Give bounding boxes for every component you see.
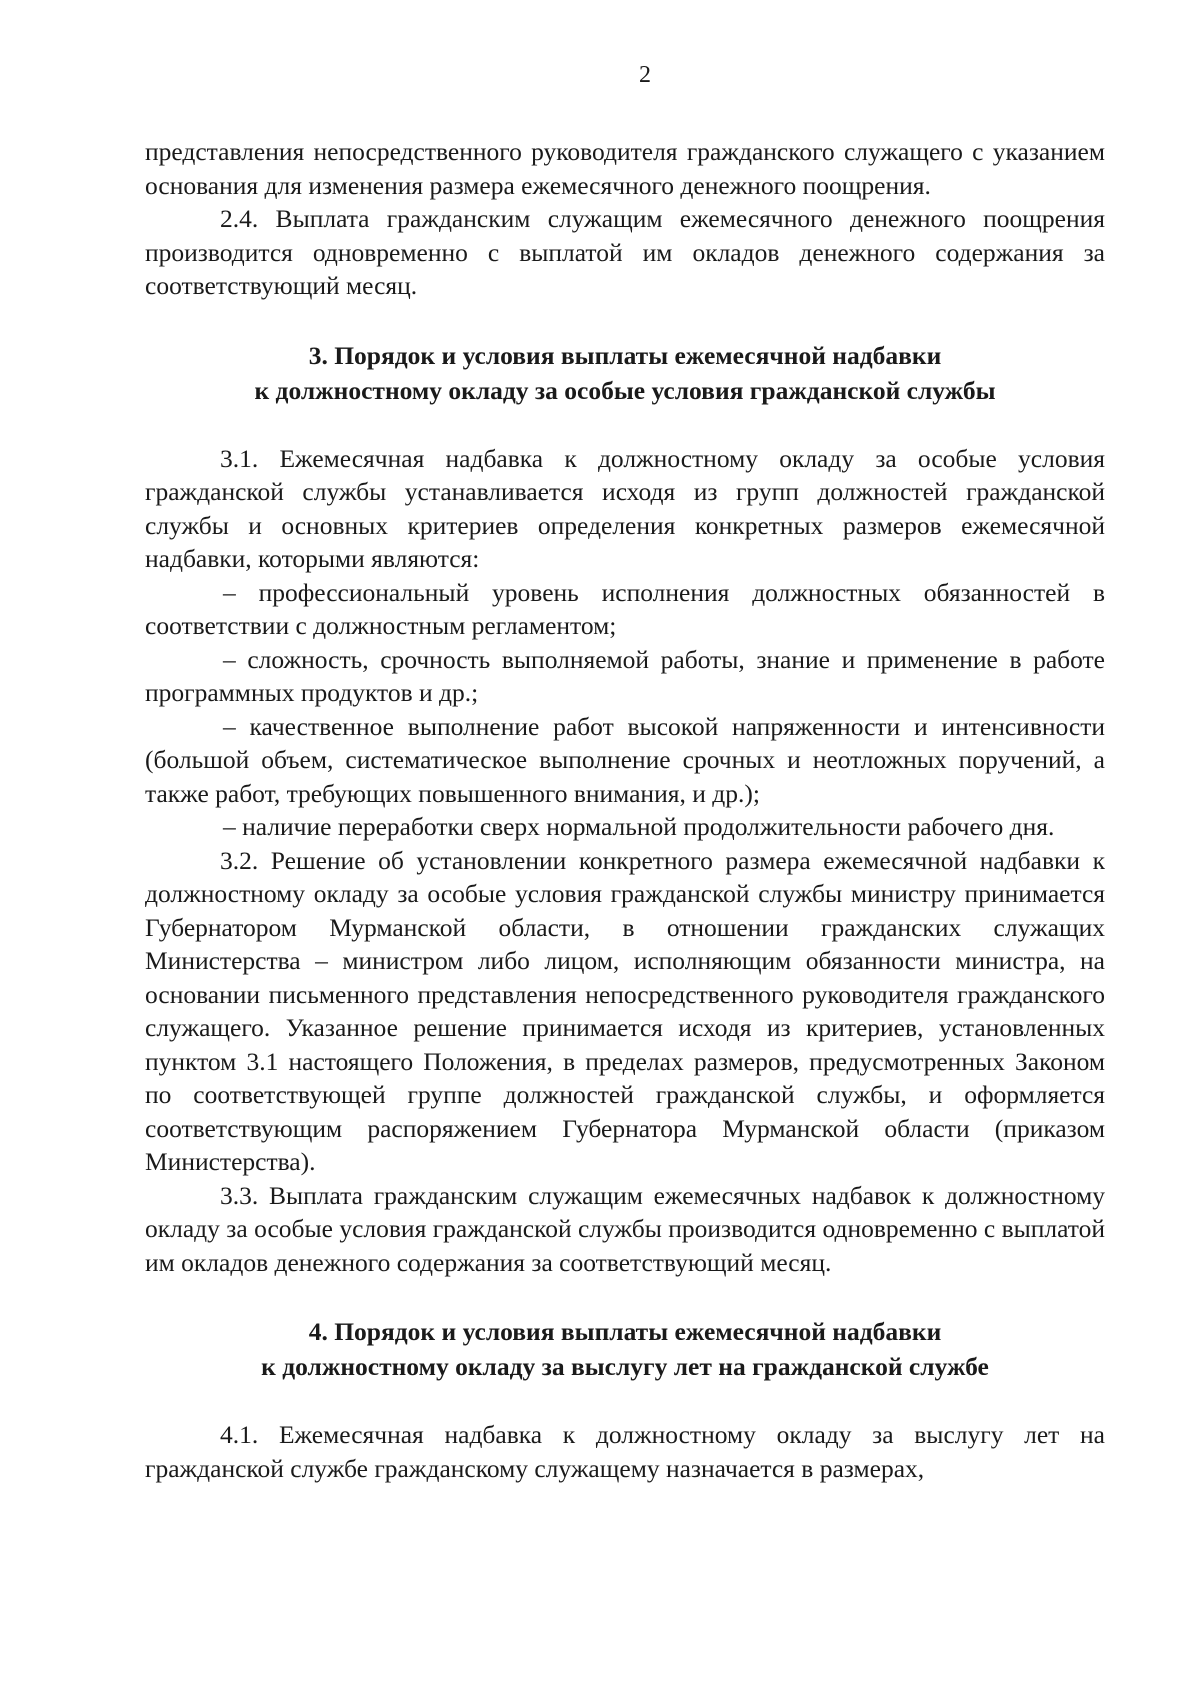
criteria-item: – качественное выполнение работ высокой напряженности и интенсивности (большой объем, систематическое выполнение срочных и неотложных поручений, а также работ, требующих повышенного внимания, и др.); [145,711,1105,808]
paragraph-3-3: 3.3. Выплата гражданским служащим ежемесячных надбавок к должностному окладу за особые условия гражданской службы производится одновременно с выплатой им окладов денежного содержания за соответствующий месяц. [145,1180,1105,1277]
criteria-item: – наличие переработки сверх нормальной продолжительности рабочего дня. [223,812,1055,841]
criteria-item: – сложность, срочность выполняемой работы, знание и применение в работе программных продуктов и др.; [145,644,1105,707]
section-4-heading-line-2: к должностному окладу за выслугу лет на гражданской службе [261,1352,989,1381]
page-number: 2 [639,62,651,88]
section-3-heading [145,338,1105,408]
section-4-heading [145,1314,1105,1384]
paragraph-4-1: 4.1. Ежемесячная надбавка к должностному окладу за выслугу лет на гражданской службе гражданскому служащему назначается в размерах, [145,1420,1105,1483]
paragraph-2-4: 2.4. Выплата гражданским служащим ежемесячного денежного поощрения производится одновременно с выплатой им окладов денежного содержания за соответствующий месяц. [145,204,1105,300]
paragraph-continuation: представления непосредственного руководителя гражданского служащего с указанием основания для изменения размера ежемесячного денежного поощрения. [145,137,1105,200]
paragraph-3-1: 3.1. Ежемесячная надбавка к должностному окладу за особые условия гражданской службы устанавливается исходя из групп должностей гражданской службы и основных критериев определения конкретных размеров ежемесячной надбавки, которыми являются: [145,443,1105,573]
criteria-item: – профессиональный уровень исполнения должностных обязанностей в соответствии с должностным регламентом; [145,577,1105,640]
paragraph-3-2: 3.2. Решение об установлении конкретного размера ежемесячной надбавки к должностному окладу за особые условия гражданской службы министру принимается Губернатором Мурманской области, в отношении гражданских служащих Министерства – министром либо лицом, исполняющим обязанности министра, на основании письменного представления непосредственного руководителя гражданского служащего. Указанное решение принимается исходя из критериев, установленных пунктом 3.1 настоящего Положения, в пределах размеров, предусмотренных Законом по соответствующей группе должностей гражданской службы, и оформляется соответствующим распоряжением Губернатора Мурманской области (приказом Министерства). [145,845,1105,1176]
section-3-heading-line-1: 3. Порядок и условия выплаты ежемесячной надбавки [308,340,942,370]
section-3-heading-line-2: к должностному окладу за особые условия гражданской службы [254,375,996,405]
section-4-heading-line-1: 4. Порядок и условия выплаты ежемесячной надбавки [308,1317,942,1346]
